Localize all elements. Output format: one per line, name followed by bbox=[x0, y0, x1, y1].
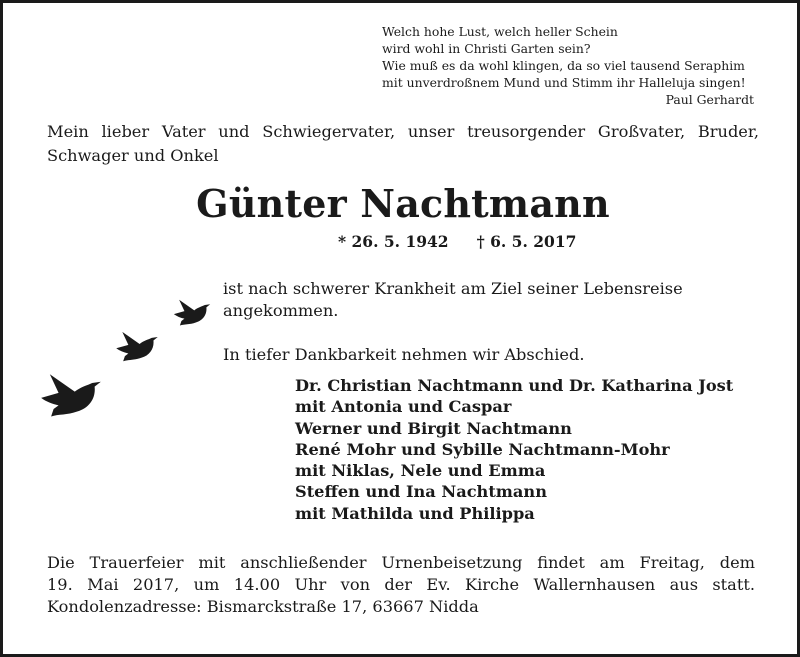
farewell-line: In tiefer Dankbarkeit nehmen wir Abschied. bbox=[223, 345, 585, 364]
life-dates bbox=[338, 232, 598, 252]
mourner-line: mit Antonia und Caspar bbox=[295, 397, 512, 417]
condolence-address: Kondolenzadresse: Bismarckstraße 17, 63667 Nidda bbox=[47, 597, 479, 616]
death-date: † 6. 5. 2017 bbox=[476, 232, 577, 251]
intro-text bbox=[47, 120, 759, 168]
funeral-line: 19. Mai 2017, um 14.00 Uhr von der Ev. Kirche Wallernhausen aus statt. bbox=[47, 575, 755, 594]
mourner-line: René Mohr und Sybille Nachtmann-Mohr bbox=[295, 439, 670, 459]
mourner-line: Werner und Birgit Nachtmann bbox=[295, 418, 572, 438]
birth-date: * 26. 5. 1942 bbox=[338, 232, 449, 251]
mourner-line: Dr. Christian Nachtmann und Dr. Katharina Jost bbox=[295, 376, 734, 395]
quote-line: Welch hohe Lust, welch heller Schein bbox=[382, 24, 618, 39]
message-line: angekommen. bbox=[223, 301, 339, 320]
deceased-name: Günter Nachtmann bbox=[196, 181, 610, 226]
message-line: ist nach schwerer Krankheit am Ziel seiner Lebensreise bbox=[223, 279, 683, 298]
funeral-info bbox=[47, 552, 755, 618]
quote-line: Wie muß es da wohl klingen, da so viel tausend Seraphim bbox=[382, 58, 745, 73]
mourners-list bbox=[295, 375, 755, 524]
funeral-line: Die Trauerfeier mit anschließender Urnenbeisetzung findet am Freitag, dem bbox=[47, 553, 755, 572]
mourner-line: mit Niklas, Nele und Emma bbox=[295, 461, 546, 481]
quote-line: mit unverdroßnem Mund und Stimm ihr Halleluja singen! bbox=[382, 75, 746, 90]
death-message bbox=[223, 278, 743, 366]
mourner-line: mit Mathilda und Philippa bbox=[295, 503, 535, 523]
bird-icon bbox=[173, 299, 211, 327]
bird-icon bbox=[39, 373, 103, 419]
bird-icon bbox=[115, 331, 159, 363]
intro-line: Mein lieber Vater und Schwiegervater, unser treusorgender Großvater, Bruder, bbox=[47, 122, 759, 141]
intro-line: Schwager und Onkel bbox=[47, 146, 219, 165]
poem-quote bbox=[382, 23, 762, 108]
quote-author: Paul Gerhardt bbox=[665, 92, 754, 107]
quote-line: wird wohl in Christi Garten sein? bbox=[382, 41, 591, 56]
mourner-line: Steffen und Ina Nachtmann bbox=[295, 482, 547, 502]
